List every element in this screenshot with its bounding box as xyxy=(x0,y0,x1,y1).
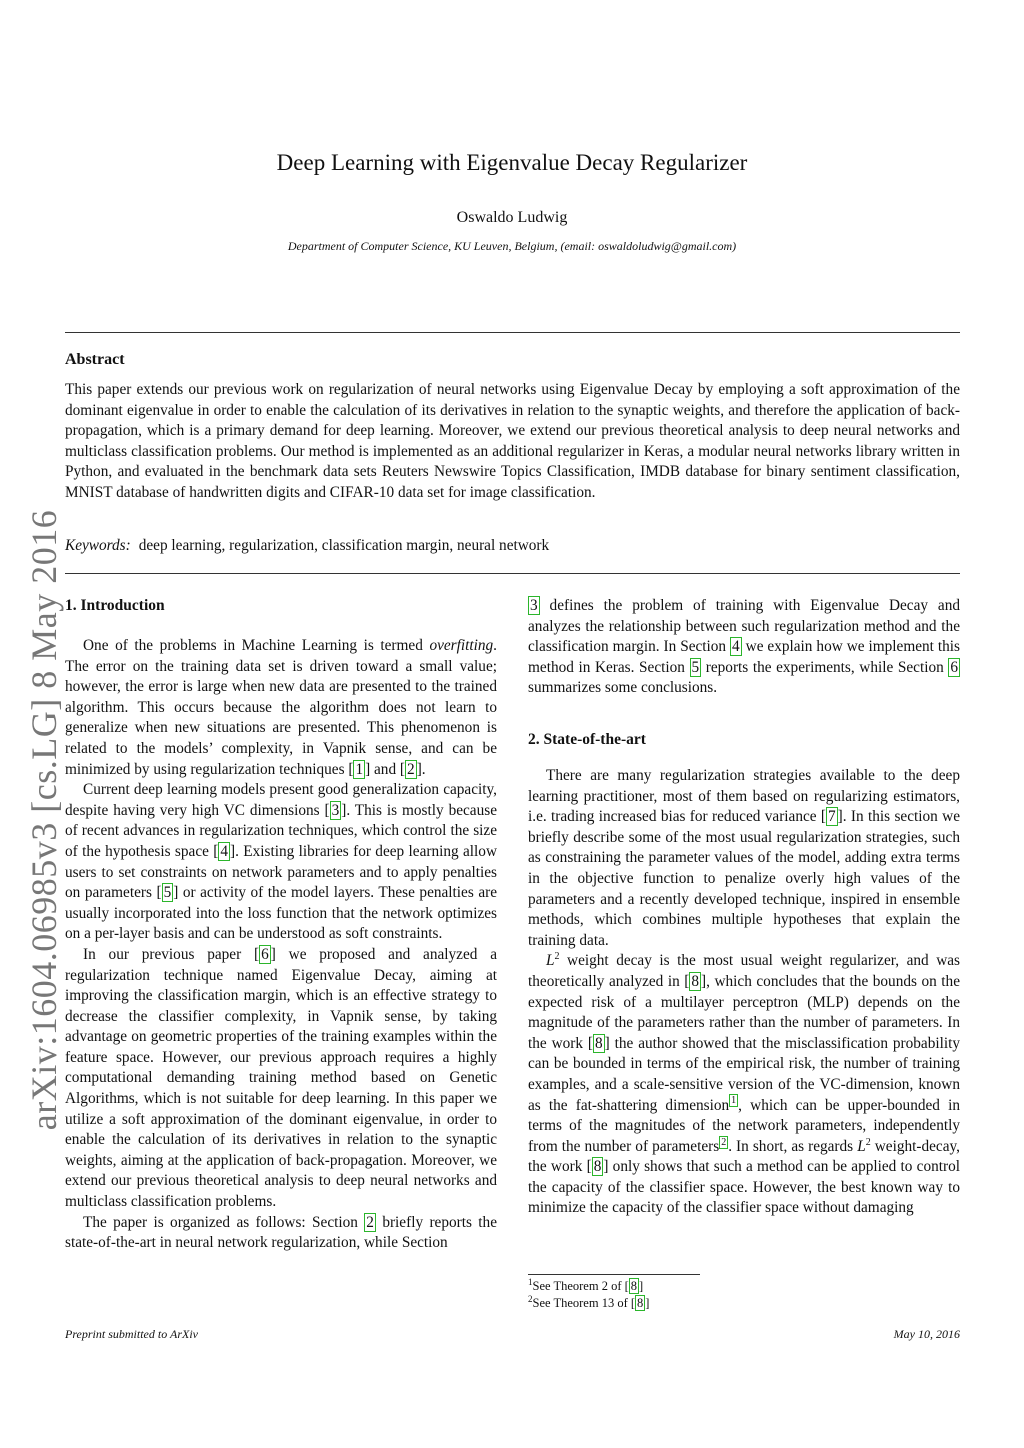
keywords xyxy=(65,537,549,555)
citation-link[interactable]: 8 xyxy=(630,1279,638,1293)
sota-paragraph-2: $L^2$ weight decay is the most usual weight regularizer, and was theoretically analyzed in [ 8 ], which concludes that the bounds on the expected risk of a multilayer perceptron (MLP) depends on the magnitude of the parameters rather than the number of parameters. In the work [ 8 ] the author showed that the misclassification probability can be bounded in terms of the empirical risk, the number of training examples, and a scale-sensitive version of the VC-dimension, known as the fat-shattering dimension $^1$ , which can be upper-bounded in terms of the magnitudes of the network parameters, independently from the number of parameters $^2$ . In short, as regards $L^2$ weight-decay, the work [ 8 ] only shows that such a method can be applied to control the capacity of the classifier space. However, the best known way to minimize the capacity of the classifier space without damaging xyxy=(528,951,960,1217)
citation-link[interactable]: 8 xyxy=(691,972,700,990)
citation-link[interactable]: 8 xyxy=(637,1296,644,1310)
intro-paragraph-4: The paper is organized as follows: Section 2 briefly reports the state-of-the-art in neural network regularization, while Section xyxy=(65,1213,497,1252)
citation-link[interactable]: 8 xyxy=(595,1034,603,1052)
footnote-2: $^2$See Theorem 13 of [ 8 ] xyxy=(528,1293,650,1310)
section-link[interactable]: 5 xyxy=(691,658,700,676)
sota-heading: 2. State-of-the-art xyxy=(528,731,646,748)
section-link[interactable]: 2 xyxy=(366,1213,374,1231)
citation-link[interactable]: 4 xyxy=(220,842,229,860)
intro-paragraph-2: Current deep learning models present good generalization capacity, despite having very high VC dimensions [ 3 ]. This is mostly because of recent advances in regularization techniques, which control the size of the hypothesis space [ 4 ]. Existing libraries for deep learning allow users to set constraints on network parameters and to apply penalties on parameters [ 5 ] or activity of the model layers. These penalties are usually incorporated into the loss function that the network optimizes on a per-layer basis and can be understood as soft constraints. xyxy=(65,781,498,943)
intro-paragraph-3: In our previous paper [ 6 ] we proposed and analyzed a regularization technique named Eigenvalue Decay, aiming at improving the classification margin, which is an effective strategy to decrease the classifier complexity, in Vapnik sense, by taking advantage on geometric properties of the training examples within the feature space. However, our previous approach requires a highly computational demanding training method based on Genetic Algorithms, which is not suitable for deep learning. In this paper we utilize a soft approximation of the dominant eigenvalue, in order to enable the calculation of its derivatives in relation to the synaptic weights, aiming at the application of back-propagation. Moreover, we extend our previous theoretical analysis to deep neural networks and multiclass classification problems. xyxy=(65,945,497,1211)
keywords-label: Keywords: xyxy=(65,537,131,554)
abstract-text: This paper extends our previous work on regularization of neural networks using Eigenvalue Decay by employing a soft approximation of the dominant eigenvalue in order to enable the calculation of its derivatives in relation to the synaptic weights, and therefore the application of back-propagation, which is a primary demand for deep learning. Moreover, we extend our previous theoretical analysis to deep neural networks and multiclass classification problems. Our method is implemented as an additional regularizer in Keras, a modular neural networks library written in Python, and evaluated in the benchmark data sets Reuters Newswire Topics Classification, IMDB database for binary sentiment classification, MNIST database of handwritten digits and CIFAR-10 data set for image classification. xyxy=(65,381,960,501)
footnote-1: $^1$See Theorem 2 of [ 8 ] xyxy=(528,1276,644,1293)
intro-column xyxy=(65,636,497,1254)
arxiv-identifier: arXiv:1604.06985v3 [cs.LG] 8 May 2016 xyxy=(24,509,64,1131)
citation-link[interactable]: 8 xyxy=(593,1158,602,1176)
citation-link[interactable]: 2 xyxy=(407,760,415,778)
intro-heading: 1. Introduction xyxy=(65,597,165,614)
citation-link[interactable]: 7 xyxy=(828,808,836,826)
author-name: Oswaldo Ludwig xyxy=(456,209,568,226)
footnote-link[interactable]: 1 xyxy=(731,1095,737,1107)
section-link[interactable]: 3 xyxy=(530,597,538,614)
intro-paragraph-1: One of the problems in Machine Learning is termed overfitting. The error on the training data set is driven toward a small value; however, the error is large when new data are presented to the trained algorithm. This occurs because the algorithm does not learn to generalize when new situations are presented. This phenomenon is related to the models’ complexity, in Vapnik sense, and can be minimized by using regularization techniques [ 1 ] and [ 2 ]. xyxy=(65,637,497,778)
citation-link[interactable]: 1 xyxy=(355,760,364,778)
top-rule xyxy=(65,332,960,333)
sota-column xyxy=(528,766,960,1219)
section-link[interactable]: 4 xyxy=(732,638,740,656)
footnote-rule xyxy=(528,1274,700,1275)
keywords-text: deep learning, regularization, classification margin, neural network xyxy=(138,537,550,554)
section-link[interactable]: 6 xyxy=(950,658,958,676)
intro-paragraph-4-continued: 3 defines the problem of training with Eigenvalue Decay and analyzes the relationship between such regularization method and the classification margin. In Section 4 we explain how we implement this method in Keras. Section 5 reports the experiments, while Section 6 summarizes some conclusions. xyxy=(528,597,960,697)
affiliation: Department of Computer Science, KU Leuven, Belgium, (email: oswaldoludwig@gmail.com) xyxy=(287,239,737,253)
intro-continuation xyxy=(528,596,960,699)
sota-paragraph-1: There are many regularization strategies available to the deep learning practitioner, most of them based on regularizing estimators, i.e. trading increased bias for reduced variance [ 7 ]. In this section we briefly describe some of the most usual regularization strategies, such as constraining the parameter values of the model, adding extra terms in the objective function to penalize overly high values of the parameters and a recently developed technique, inspired in ensemble methods, which combines multiple hypotheses that explain the training data. xyxy=(528,767,960,949)
footer-preprint: Preprint submitted to ArXiv xyxy=(65,1327,198,1341)
footer-date: May 10, 2016 xyxy=(893,1327,960,1341)
citation-link[interactable]: 3 xyxy=(331,801,340,819)
paper-title: Deep Learning with Eigenvalue Decay Regularizer xyxy=(276,150,748,175)
citation-link[interactable]: 5 xyxy=(163,884,172,902)
citation-link[interactable]: 6 xyxy=(261,945,269,963)
footnote-link[interactable]: 2 xyxy=(721,1136,727,1148)
bottom-rule xyxy=(65,573,960,574)
abstract-heading: Abstract xyxy=(65,351,125,368)
